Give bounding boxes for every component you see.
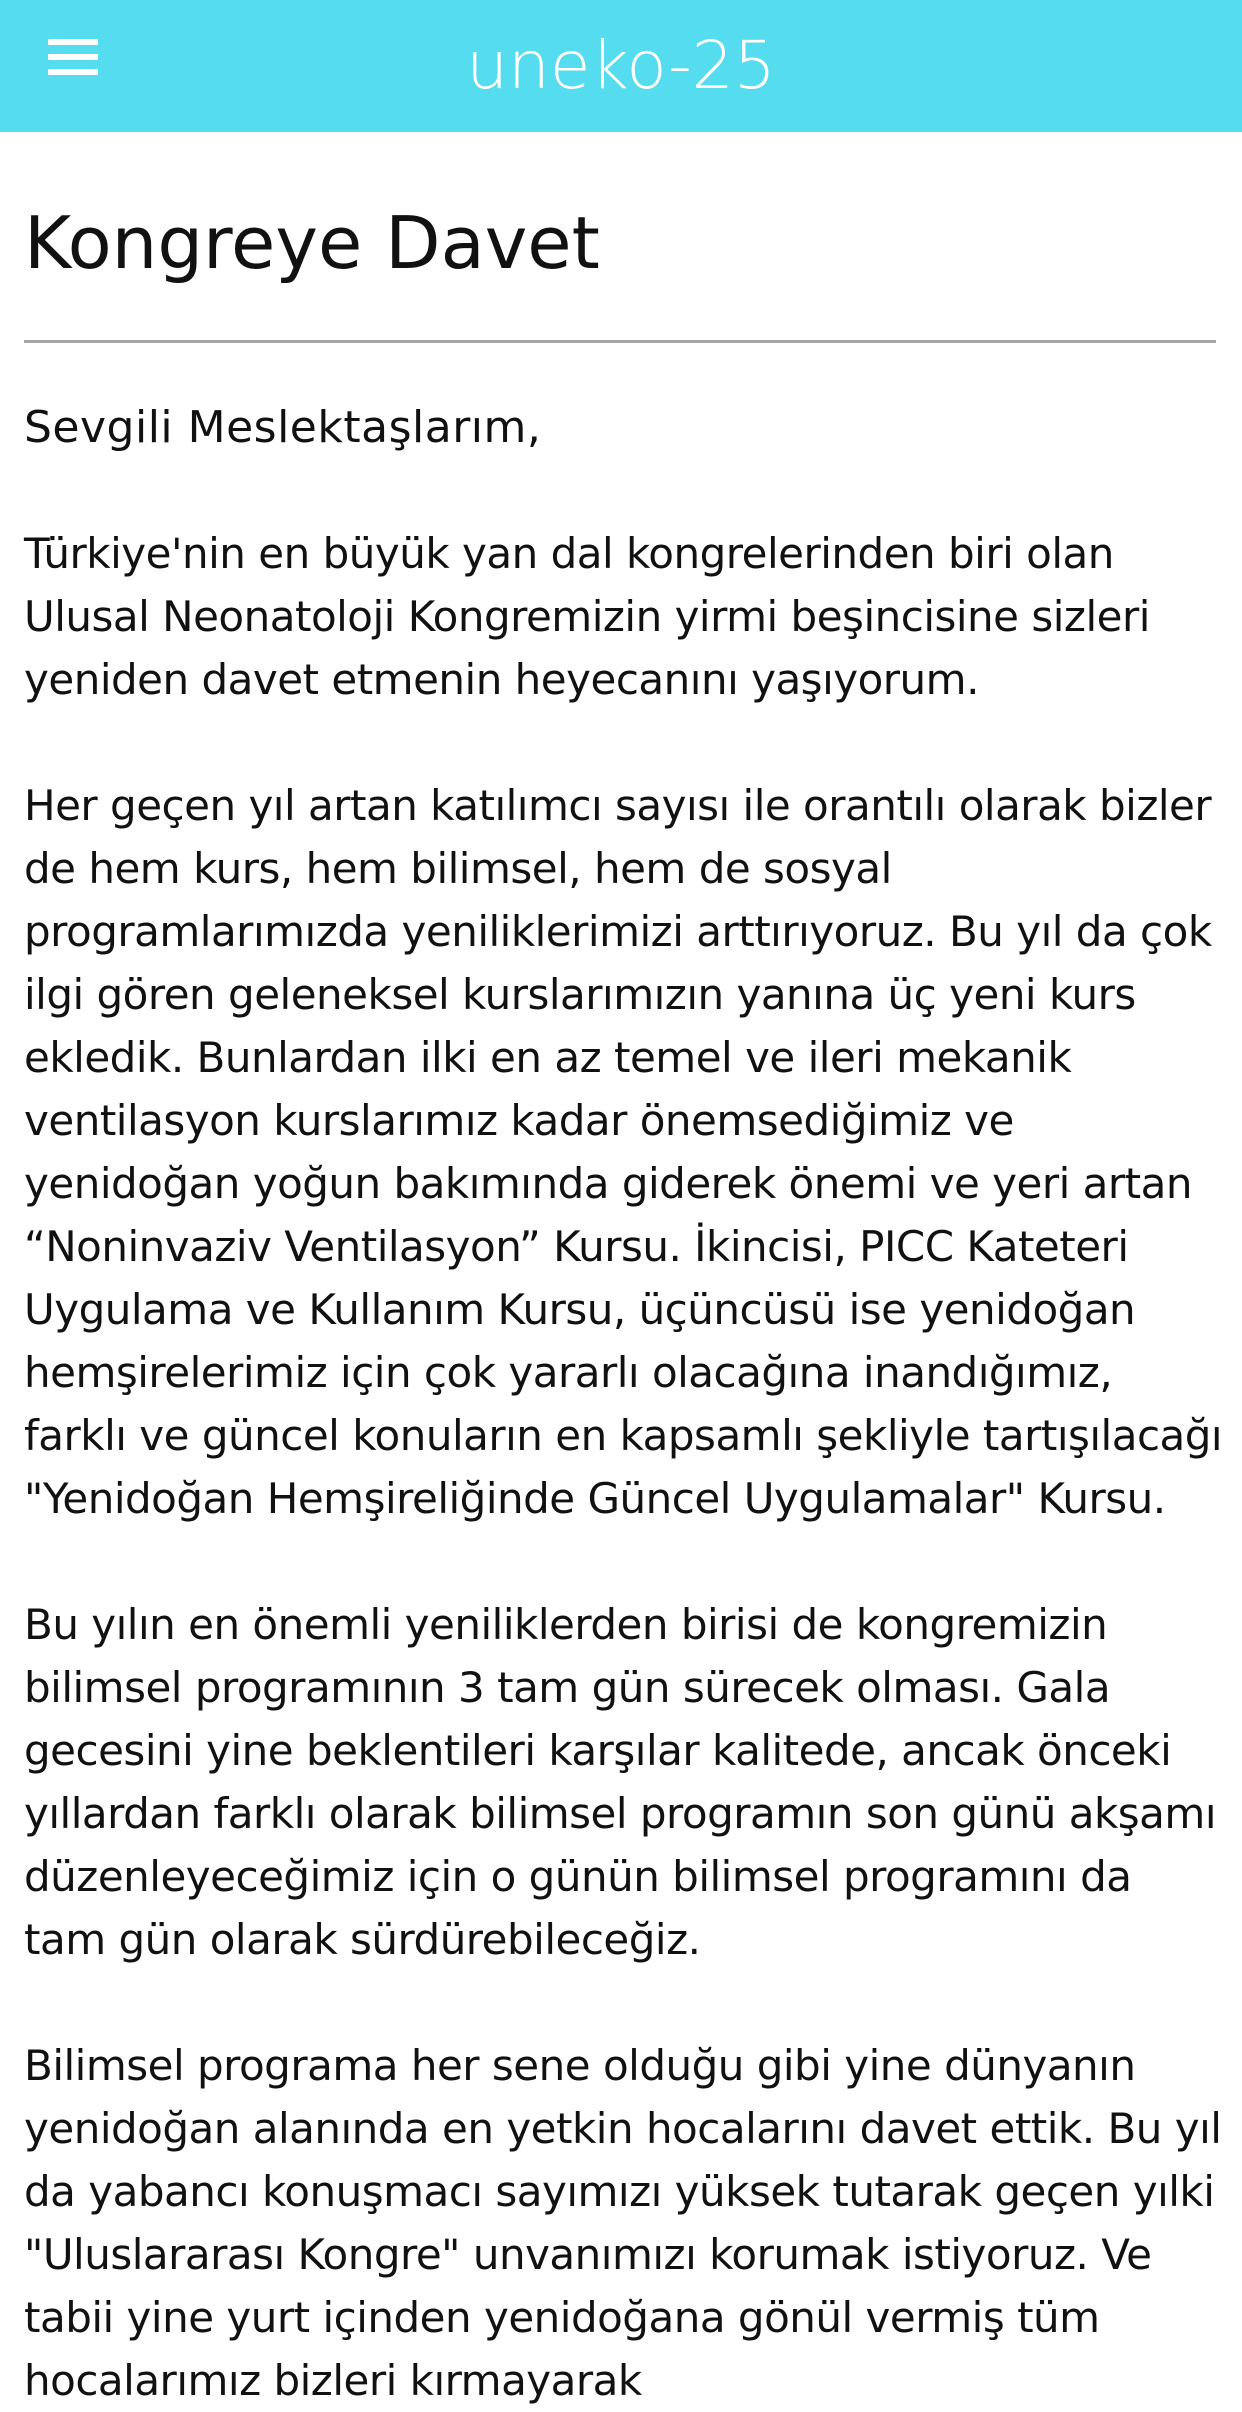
article-content[interactable] (0, 132, 1242, 2405)
paragraph: Bilimsel programa her sene olduğu gibi yine dünyanın yenidoğan alanında en yetkin hocalarını davet ettik. Bu yıl da yabancı konuşmacı sayımızı yüksek tutarak geçen yılki "Uluslararası Kongre" unvanımızı korumak istiyoruz. Ve tabii yine yurt içinden yenidoğana gönül vermiş tüm hocalarımız bizleri kırmayarak (24, 2041, 1222, 2405)
app-title: uneko-25 (466, 27, 776, 104)
page-title: Kongreye Davet (24, 201, 600, 285)
paragraph: Türkiye'nin en büyük yan dal kongrelerinden biri olan Ulusal Neonatoloji Kongremizin yirmi beşincisine sizleri yeniden davet etmenin heyecanını yaşıyorum. (24, 529, 1150, 704)
salutation: Sevgili Meslektaşlarım, (24, 402, 542, 453)
paragraph: Bu yılın en önemli yeniliklerden birisi de kongremizin bilimsel programının 3 tam gün sürecek olması. Gala gecesini yine beklentileri karşılar kalitede, ancak önceki yıllardan farklı olarak bilimsel programın son günü akşamı düzenleyeceğimiz için o günün bilimsel programını da tam gün olarak sürdürebileceğiz. (24, 1600, 1216, 1964)
title-divider (24, 340, 1216, 343)
app-bar (0, 0, 1242, 132)
paragraph: Her geçen yıl artan katılımcı sayısı ile orantılı olarak bizler de hem kurs, hem bilimsel, hem de sosyal programlarımızda yeniliklerimizi arttırıyoruz. Bu yıl da çok ilgi gören geleneksel kurslarımızın yanına üç yeni kurs ekledik. Bunlardan ilki en az temel ve ileri mekanik ventilasyon kurslarımız kadar önemsediğimiz ve yenidoğan yoğun bakımında giderek önemi ve yeri artan “Noninvaziv Ventilasyon” Kursu. İkincisi, PICC Kateteri Uygulama ve Kullanım Kursu, üçüncüsü ise yenidoğan hemşirelerimiz için çok yararlı olacağına inandığımız, farklı ve güncel konuların en kapsamlı şekliyle tartışılacağı "Yenidoğan Hemşireliğinde Güncel Uygulamalar" Kursu. (24, 781, 1223, 1523)
article-body (24, 396, 1224, 2412)
